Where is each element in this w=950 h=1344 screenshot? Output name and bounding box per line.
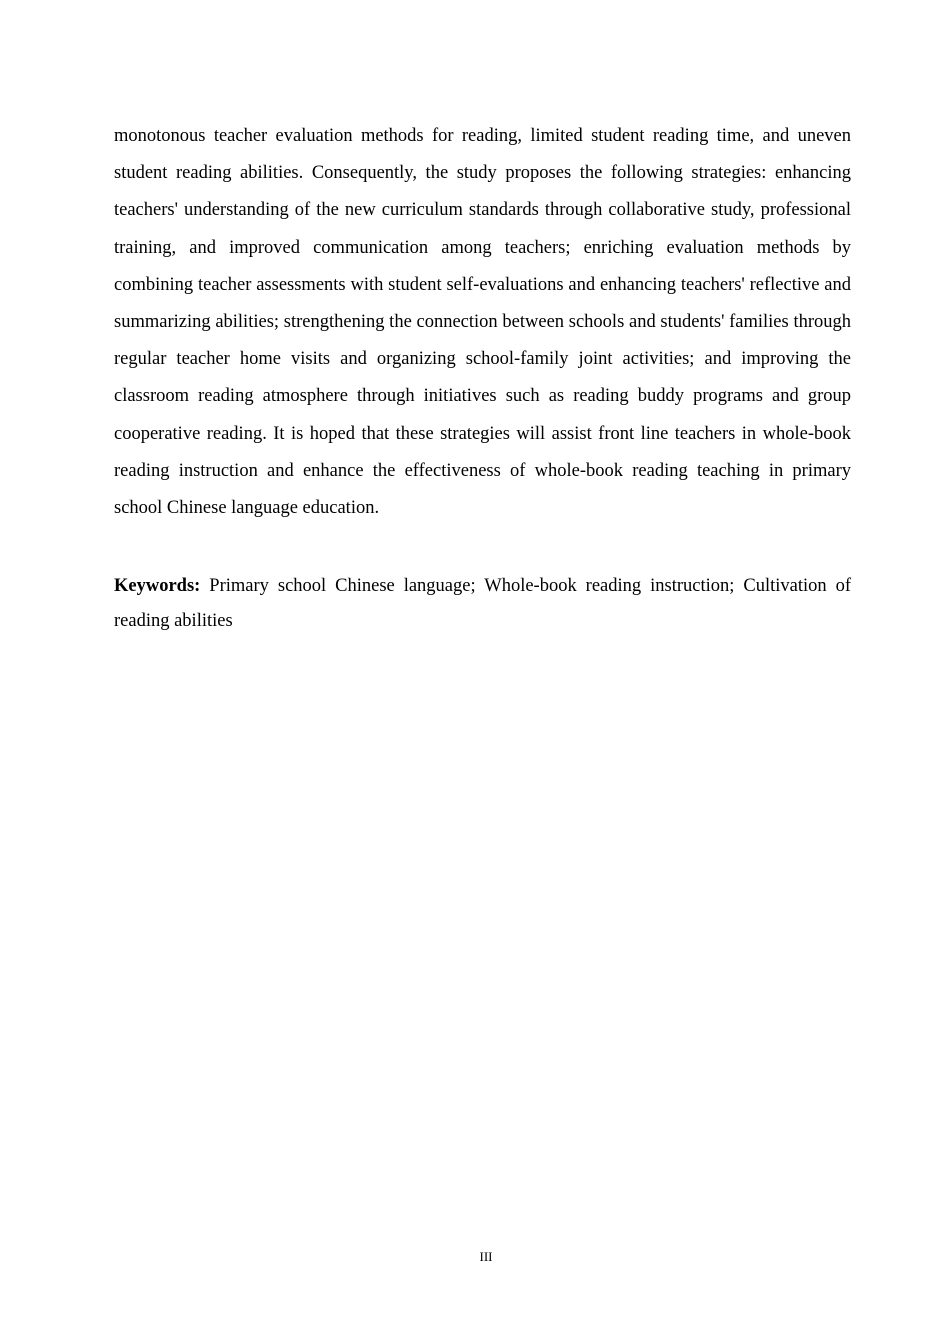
abstract-paragraph: monotonous teacher evaluation methods for reading, limited student reading time, and uneven student reading abilities. Consequently, the study proposes the following strategies: enhancing teachers' understanding of the new curriculum standards through collaborative study, professional training, and improved communication among teachers; enriching evaluation methods by combining teacher assessments with student self-evaluations and enhancing teachers' reflective and summarizing abilities; strengthening the connection between schools and students' families through regular teacher home visits and organizing school-family joint activities; and improving the classroom reading atmosphere through initiatives such as reading buddy programs and group cooperative reading. It is hoped that these strategies will assist front line teachers in whole-book reading instruction and enhance the effectiveness of whole-book reading teaching in primary school Chinese language education. xyxy=(114,126,851,519)
page-number: III xyxy=(479,1249,493,1264)
keywords-label: Keywords: xyxy=(114,576,201,596)
keywords-text: Primary school Chinese language; Whole-book reading instruction; Cultivation of reading abilities xyxy=(114,576,851,631)
keywords-paragraph xyxy=(114,569,851,639)
